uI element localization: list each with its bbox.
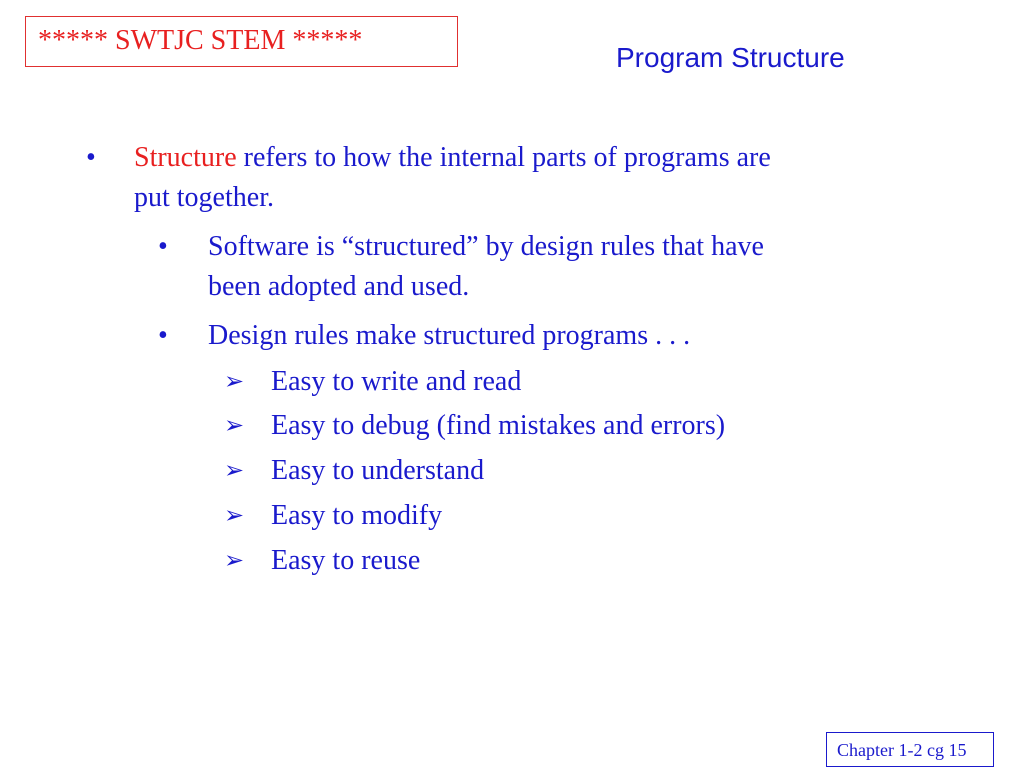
sub-bullet-1-line-2: been adopted and used. [208, 271, 470, 302]
footer-page-label: Chapter 1-2 cg 15 [826, 732, 994, 767]
header-badge: ***** SWTJC STEM ***** [25, 16, 458, 67]
sub-bullet-2-line-1: Design rules make structured programs . . . [208, 320, 691, 351]
bullet-marker: • [158, 231, 168, 262]
arrow-item: Easy to modify [271, 500, 443, 531]
arrow-bullet-icon: ➢ [224, 501, 245, 529]
arrow-item: Easy to understand [271, 455, 485, 486]
slide-title: Program Structure [616, 42, 845, 73]
sub-bullet-1-line-1: Software is “structured” by design rules that have [208, 231, 764, 262]
arrow-item: Easy to reuse [271, 545, 421, 576]
arrow-item: Easy to write and read [271, 366, 522, 397]
arrow-bullet-icon: ➢ [224, 546, 245, 574]
arrow-bullet-icon: ➢ [224, 456, 245, 484]
arrow-bullet-icon: ➢ [224, 411, 245, 439]
bullet-marker: • [86, 142, 96, 173]
arrow-bullet-icon: ➢ [224, 367, 245, 395]
bullet-1-line-1 [134, 137, 771, 178]
bullet-1-line-2: put together. [134, 182, 274, 213]
arrow-item: Easy to debug (find mistakes and errors) [271, 410, 726, 441]
bullet-marker: • [158, 320, 168, 351]
keyword-structure: Structure [134, 142, 237, 173]
bullet-1-text: refers to how the internal parts of programs are [243, 142, 771, 173]
